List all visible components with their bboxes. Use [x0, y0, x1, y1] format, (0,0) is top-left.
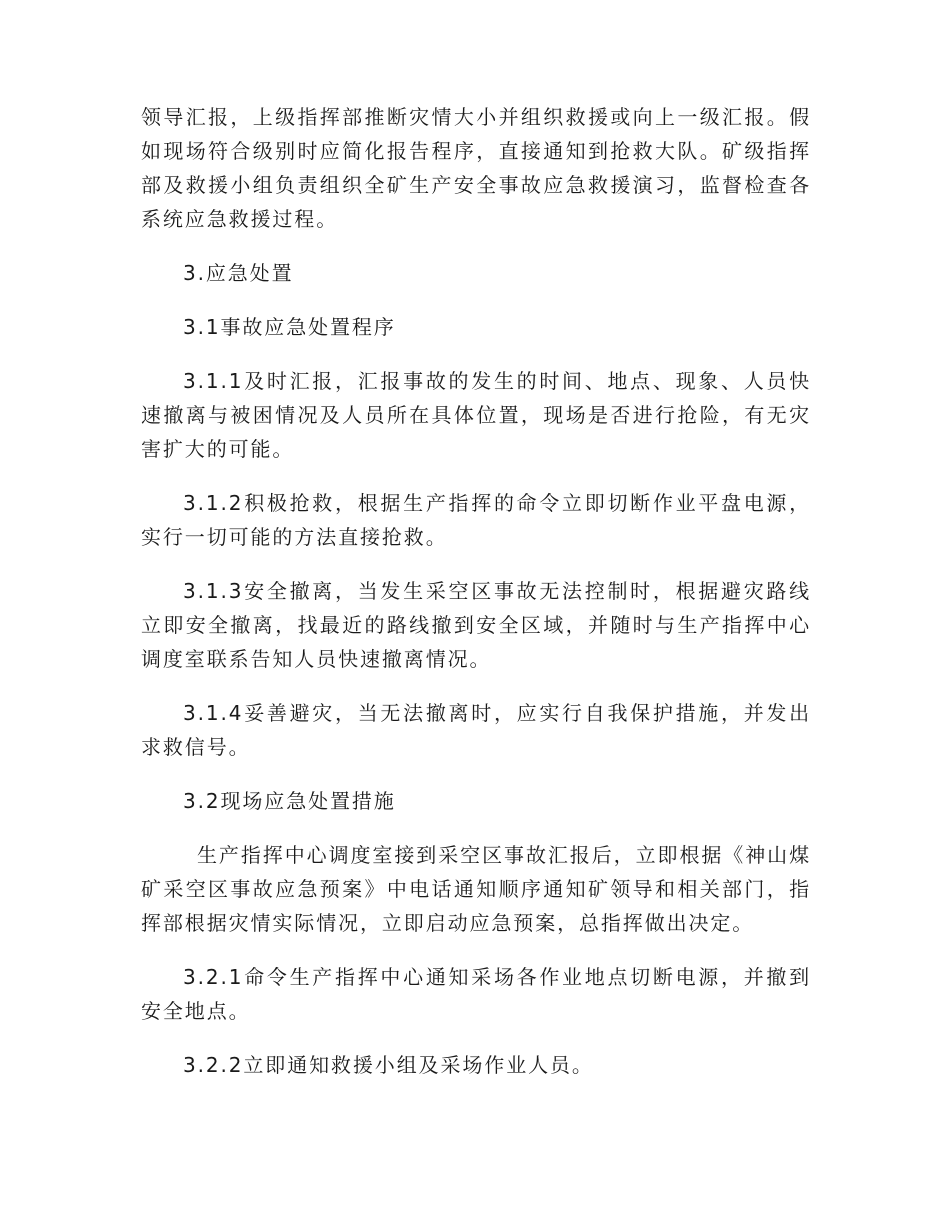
paragraph-active-rescue: 3.1.2积极抢救，根据生产指挥的命令立即切断作业平盘电源，实行一切可能的方法直接抢救。: [141, 491, 811, 549]
paragraph-continuation: 领导汇报，上级指挥部推断灾情大小并组织救援或向上一级汇报。假如现场符合级别时应简化报告程序，直接通知到抢救大队。矿级指挥部及救援小组负责组织全矿生产安全事故应急救援演习，监督检查各系统应急救援过程。: [141, 105, 811, 231]
paragraph-dispatch-center: 生产指挥中心调度室接到采空区事故汇报后，立即根据《神山煤矿采空区事故应急预案》中电话通知顺序通知矿领导和相关部门，指挥部根据灾情实际情况，立即启动应急预案，总指挥做出决定。: [141, 843, 811, 935]
paragraph-safe-evacuation: 3.1.3安全撤离，当发生采空区事故无法控制时，根据避灾路线立即安全撤离，找最近的路线撤到安全区域，并随时与生产指挥中心调度室联系告知人员快速撤离情况。: [141, 579, 811, 671]
paragraph-shelter-properly: 3.1.4妥善避灾，当无法撤离时，应实行自我保护措施，并发出求救信号。: [141, 701, 811, 759]
paragraph-report-promptly: 3.1.1及时汇报，汇报事故的发生的时间、地点、现象、人员快速撤离与被困情况及人员所在具体位置，现场是否进行抢险，有无灾害扩大的可能。: [141, 369, 811, 461]
heading-emergency-response: 3.应急处置: [183, 261, 294, 285]
heading-onsite-measures: 3.2现场应急处置措施: [183, 789, 396, 813]
heading-accident-procedure: 3.1事故应急处置程序: [183, 315, 396, 339]
document-body: [141, 100, 811, 1102]
paragraph-notify-rescue-team: 3.2.2立即通知救援小组及采场作业人员。: [183, 1053, 594, 1077]
paragraph-cut-power: 3.2.1命令生产指挥中心通知采场各作业地点切断电源，并撤到安全地点。: [141, 965, 811, 1023]
